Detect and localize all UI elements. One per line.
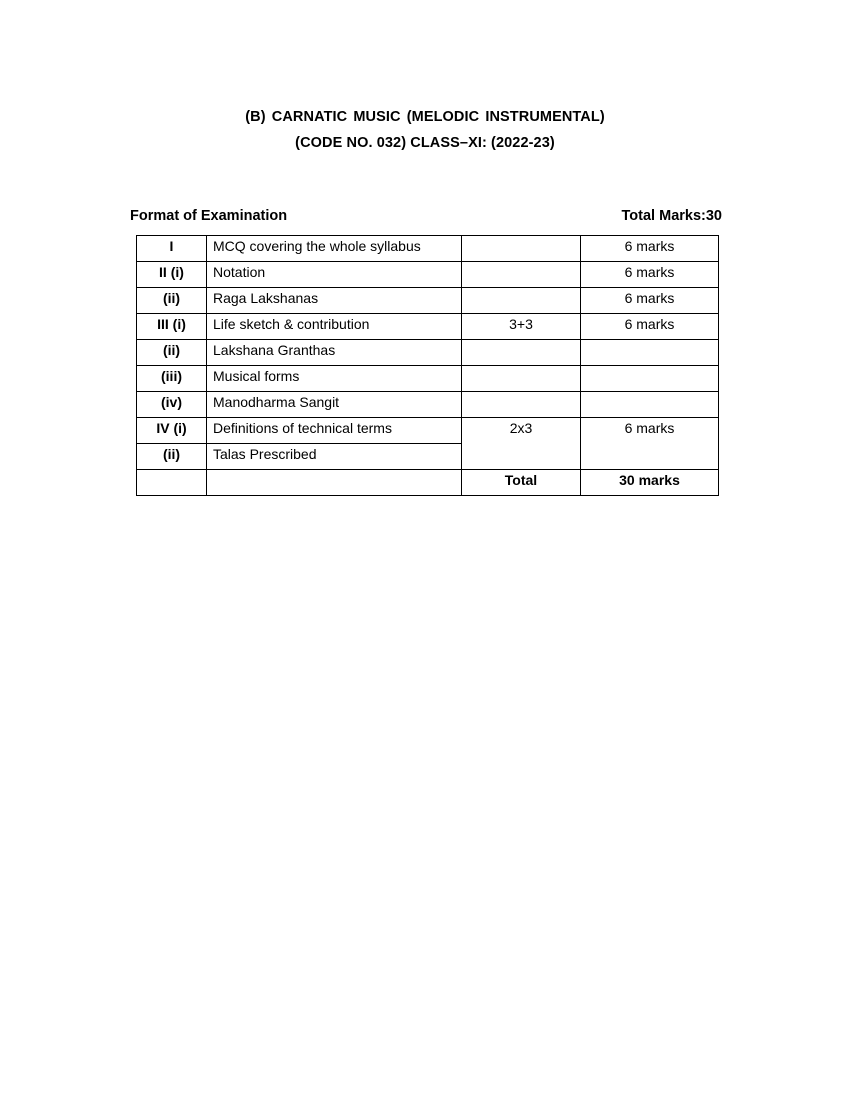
topic-cell: Definitions of technical terms	[207, 418, 462, 444]
table-row	[137, 236, 719, 262]
total-marks-label: Total Marks:30	[621, 208, 722, 224]
topic-cell: MCQ covering the whole syllabus	[207, 236, 462, 262]
section-cell: (ii)	[137, 340, 207, 366]
table-row	[137, 340, 719, 366]
table-row	[137, 392, 719, 418]
topic-cell: Manodharma Sangit	[207, 392, 462, 418]
total-label-cell: Total	[462, 470, 581, 496]
section-cell: I	[137, 236, 207, 262]
marks-cell	[581, 340, 719, 366]
split-cell	[462, 392, 581, 418]
section-cell: (ii)	[137, 288, 207, 314]
section-cell: (iv)	[137, 392, 207, 418]
topic-cell: Notation	[207, 262, 462, 288]
topic-cell: Life sketch & contribution	[207, 314, 462, 340]
topic-cell: Musical forms	[207, 366, 462, 392]
section-cell	[137, 470, 207, 496]
marks-cell: 6 marks	[581, 418, 719, 470]
split-cell	[462, 262, 581, 288]
marks-cell: 6 marks	[581, 288, 719, 314]
document-title: (B) CARNATIC MUSIC (MELODIC INSTRUMENTAL)	[245, 109, 605, 125]
marks-cell	[581, 392, 719, 418]
marks-cell: 6 marks	[581, 236, 719, 262]
split-cell	[462, 366, 581, 392]
marks-cell	[581, 366, 719, 392]
section-cell: IV (i)	[137, 418, 207, 444]
split-cell: 3+3	[462, 314, 581, 340]
total-marks-cell: 30 marks	[581, 470, 719, 496]
section-cell: III (i)	[137, 314, 207, 340]
marks-cell: 6 marks	[581, 262, 719, 288]
format-of-examination-label: Format of Examination	[130, 208, 288, 224]
split-cell: 2x3	[462, 418, 581, 470]
marks-cell: 6 marks	[581, 314, 719, 340]
split-cell	[462, 288, 581, 314]
table-row	[137, 288, 719, 314]
table-row	[137, 262, 719, 288]
table-row	[137, 314, 719, 340]
split-cell	[462, 340, 581, 366]
total-row	[137, 470, 719, 496]
topic-cell: Lakshana Granthas	[207, 340, 462, 366]
split-cell	[462, 236, 581, 262]
table-row	[137, 366, 719, 392]
topic-cell: Raga Lakshanas	[207, 288, 462, 314]
exam-format-table	[136, 235, 719, 496]
topic-cell	[207, 470, 462, 496]
section-cell: (ii)	[137, 444, 207, 470]
document-subtitle: (CODE NO. 032) CLASS–XI: (2022-23)	[295, 135, 555, 151]
section-cell: (iii)	[137, 366, 207, 392]
section-cell: II (i)	[137, 262, 207, 288]
topic-cell: Talas Prescribed	[207, 444, 462, 470]
table-row	[137, 418, 719, 444]
